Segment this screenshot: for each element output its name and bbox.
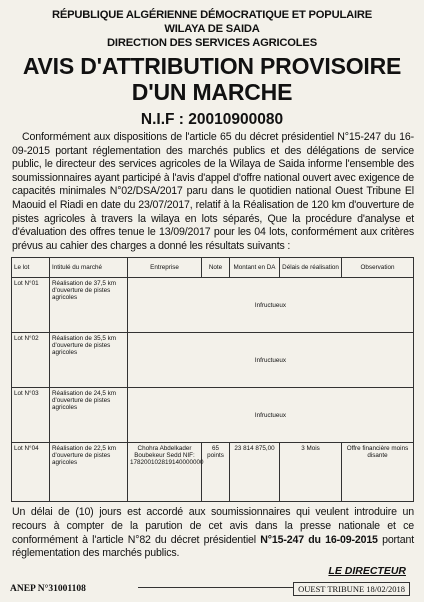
header-wilaya: WILAYA DE SAIDA xyxy=(164,23,260,35)
lot-cell: Lot N°01 xyxy=(12,278,50,333)
lot-cell: Lot N°04 xyxy=(12,443,50,502)
table-header: Le lot xyxy=(12,258,50,278)
appeal-text-1: Un délai de (10) jours est accordé aux soumissionnaires qui veulent introduire un recours à compter de la parution de cet avis dans la presse nationale et ce conformément à l'article N°82 du décret présidentiel xyxy=(12,506,414,546)
table-header: Note xyxy=(202,258,230,278)
notice-page xyxy=(8,6,416,596)
title-cell: Réalisation de 22,5 km d'ouverture de pistes agricoles xyxy=(50,443,128,502)
title-cell: Réalisation de 37,5 km d'ouverture de pistes agricoles xyxy=(50,278,128,333)
lot-cell: Lot N°02 xyxy=(12,333,50,388)
notice-title-line2: D'UN MARCHE xyxy=(131,79,293,105)
newspaper-credit: OUEST TRIBUNE 18/02/2018 xyxy=(293,582,410,596)
anep-number: ANEP N°31001108 xyxy=(10,584,86,594)
appeal-text-2: portant réglementation des marchés publics. xyxy=(12,533,415,560)
table-header: Intitulé du marché xyxy=(50,258,128,278)
table-header: Entreprise xyxy=(128,258,202,278)
nif-number: N.I.F : 20010900080 xyxy=(140,111,284,128)
notice-body xyxy=(8,131,416,253)
entreprise-cell: Chohra Abdelkader Boubekeur Sedd NIF: 178200102819140000000 xyxy=(128,443,202,502)
note-cell: 65 points xyxy=(202,443,230,502)
header xyxy=(8,8,416,50)
lot-cell: Lot N°03 xyxy=(12,388,50,443)
table-row xyxy=(12,333,414,388)
result-cell: Infructueux xyxy=(128,388,414,443)
notice-title xyxy=(8,53,416,105)
table-header: Observation xyxy=(342,258,414,278)
observation-cell: Offre financière moins disante xyxy=(342,443,414,502)
delai-cell: 3 Mois xyxy=(280,443,342,502)
results-table xyxy=(11,257,414,502)
montant-cell: 23 814 875,00 xyxy=(230,443,280,502)
title-cell: Réalisation de 35,5 km d'ouverture de pistes agricoles xyxy=(50,333,128,388)
table-header: Montant en DA xyxy=(230,258,280,278)
table-header-row xyxy=(12,258,414,278)
header-direction: DIRECTION DES SERVICES AGRICOLES xyxy=(107,37,317,49)
table-row xyxy=(12,278,414,333)
signature: LE DIRECTEUR xyxy=(328,564,406,577)
appeal-decree: N°15-247 du 16-09-2015 xyxy=(260,533,378,546)
table-row xyxy=(12,443,414,502)
notice-body-text: Conformément aux dispositions de l'article 65 du décret présidentiel N°15-247 du 16-09-2015 portant réglementation des marchés publics et des délégations de service public, le directeur des services agricoles de la Wilaya de Saida informe l'ensemble des soumissionnaires ayant participé à l'avis d'appel d'offre national ouvert avec exigence de capacités minimales N°02/DSA/2017 paru dans le quotidien national Ouest Tribune El Maouid el Riadi en date du 23/07/2017, relatif à la Réalisation de 120 km d'ouverture de pistes agricoles à travers la wilaya en lots séparés, Que la procédure d'analyse et d'évaluation des offres tenue le 13/09/2017 pour les 04 lots, conformément aux critères prévus au cahier des charges a donné les résultats suivants : xyxy=(12,131,414,252)
divider xyxy=(138,587,316,588)
header-republic: RÉPUBLIQUE ALGÉRIENNE DÉMOCRATIQUE ET POPULAIRE xyxy=(51,9,373,21)
appeal-paragraph xyxy=(8,506,416,560)
table-header: Délais de réalisation xyxy=(280,258,342,278)
title-cell: Réalisation de 24,5 km d'ouverture de pistes agricoles xyxy=(50,388,128,443)
footer-bar xyxy=(8,580,416,596)
result-cell: Infructueux xyxy=(128,333,414,388)
table-row xyxy=(12,388,414,443)
result-cell: Infructueux xyxy=(128,278,414,333)
notice-title-line1: AVIS D'ATTRIBUTION PROVISOIRE xyxy=(22,53,402,79)
